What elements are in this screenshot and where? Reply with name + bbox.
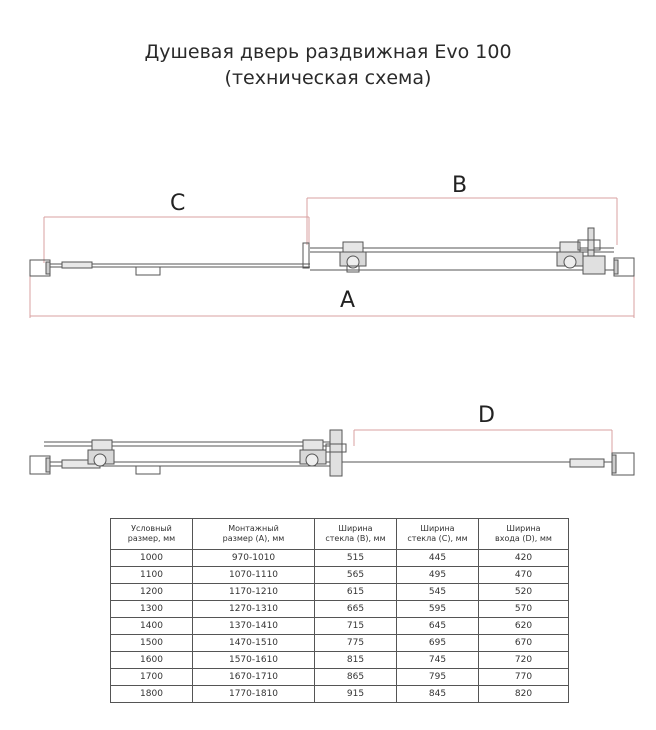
table-cell: 1500 bbox=[111, 635, 193, 652]
table-cell: 1470-1510 bbox=[193, 635, 315, 652]
closed-door-view bbox=[30, 198, 634, 318]
header-glass-b: Ширина стекла (B), мм bbox=[315, 519, 397, 550]
label-c: C bbox=[170, 191, 186, 216]
table-row bbox=[111, 584, 569, 601]
table-cell: 1770-1810 bbox=[193, 686, 315, 703]
left-seal bbox=[62, 262, 92, 268]
table-cell: 1170-1210 bbox=[193, 584, 315, 601]
table-cell: 1570-1610 bbox=[193, 652, 315, 669]
table-cell: 595 bbox=[397, 601, 479, 618]
open-door-view bbox=[30, 430, 634, 476]
table-cell: 565 bbox=[315, 567, 397, 584]
table-cell: 670 bbox=[479, 635, 569, 652]
table-row bbox=[111, 686, 569, 703]
table-cell: 1200 bbox=[111, 584, 193, 601]
table-row bbox=[111, 550, 569, 567]
table-cell: 645 bbox=[397, 618, 479, 635]
table-cell: 515 bbox=[315, 550, 397, 567]
table-cell: 1300 bbox=[111, 601, 193, 618]
roller-2 bbox=[300, 440, 326, 466]
table-cell: 1600 bbox=[111, 652, 193, 669]
table-body bbox=[111, 550, 569, 703]
roller-2 bbox=[557, 228, 605, 274]
header-mounting-size: Монтажный размер (A), мм bbox=[193, 519, 315, 550]
dimension-b-line bbox=[307, 198, 617, 245]
table-cell: 545 bbox=[397, 584, 479, 601]
dimension-a-line bbox=[30, 275, 634, 318]
header-entry-d: Ширина входа (D), мм bbox=[479, 519, 569, 550]
table-row bbox=[111, 652, 569, 669]
table-header bbox=[111, 519, 569, 550]
table-cell: 420 bbox=[479, 550, 569, 567]
table-cell: 1370-1410 bbox=[193, 618, 315, 635]
table-cell: 620 bbox=[479, 618, 569, 635]
table-cell: 495 bbox=[397, 567, 479, 584]
roller-1 bbox=[88, 440, 114, 466]
table-cell: 470 bbox=[479, 567, 569, 584]
table-cell: 1670-1710 bbox=[193, 669, 315, 686]
table-cell: 1270-1310 bbox=[193, 601, 315, 618]
table-cell: 865 bbox=[315, 669, 397, 686]
diagram-title: Душевая дверь раздвижная Evo 100 bbox=[144, 41, 512, 63]
table-row bbox=[111, 618, 569, 635]
table-cell: 775 bbox=[315, 635, 397, 652]
table-cell: 570 bbox=[479, 601, 569, 618]
table-cell: 665 bbox=[315, 601, 397, 618]
dimension-d-line bbox=[354, 430, 612, 455]
table-row bbox=[111, 601, 569, 618]
table-cell: 1000 bbox=[111, 550, 193, 567]
table-cell: 745 bbox=[397, 652, 479, 669]
table-cell: 845 bbox=[397, 686, 479, 703]
roller-1 bbox=[340, 242, 366, 272]
header-nominal-size: Условный размер, мм bbox=[111, 519, 193, 550]
table-cell: 795 bbox=[397, 669, 479, 686]
table-cell: 445 bbox=[397, 550, 479, 567]
table-cell: 1070-1110 bbox=[193, 567, 315, 584]
table-row bbox=[111, 635, 569, 652]
handle bbox=[136, 267, 160, 275]
table-cell: 820 bbox=[479, 686, 569, 703]
table-cell: 615 bbox=[315, 584, 397, 601]
header-glass-c: Ширина стекла (C), мм bbox=[397, 519, 479, 550]
table-row bbox=[111, 669, 569, 686]
diagram-subtitle: (техническая схема) bbox=[224, 67, 432, 89]
door-handle-block bbox=[330, 430, 342, 476]
table-cell: 1700 bbox=[111, 669, 193, 686]
table-cell: 915 bbox=[315, 686, 397, 703]
table-cell: 715 bbox=[315, 618, 397, 635]
label-d: D bbox=[478, 403, 495, 428]
table-cell: 520 bbox=[479, 584, 569, 601]
label-a: A bbox=[340, 288, 356, 313]
table-cell: 970-1010 bbox=[193, 550, 315, 567]
table-cell: 770 bbox=[479, 669, 569, 686]
dimensions-table bbox=[110, 518, 569, 703]
dimension-c-line bbox=[44, 217, 309, 263]
table-cell: 695 bbox=[397, 635, 479, 652]
handle bbox=[136, 466, 160, 474]
table-row bbox=[111, 567, 569, 584]
table-cell: 1400 bbox=[111, 618, 193, 635]
table-cell: 1100 bbox=[111, 567, 193, 584]
table-cell: 815 bbox=[315, 652, 397, 669]
table-cell: 720 bbox=[479, 652, 569, 669]
right-seal bbox=[570, 459, 604, 467]
label-b: B bbox=[452, 173, 468, 198]
table-cell: 1800 bbox=[111, 686, 193, 703]
